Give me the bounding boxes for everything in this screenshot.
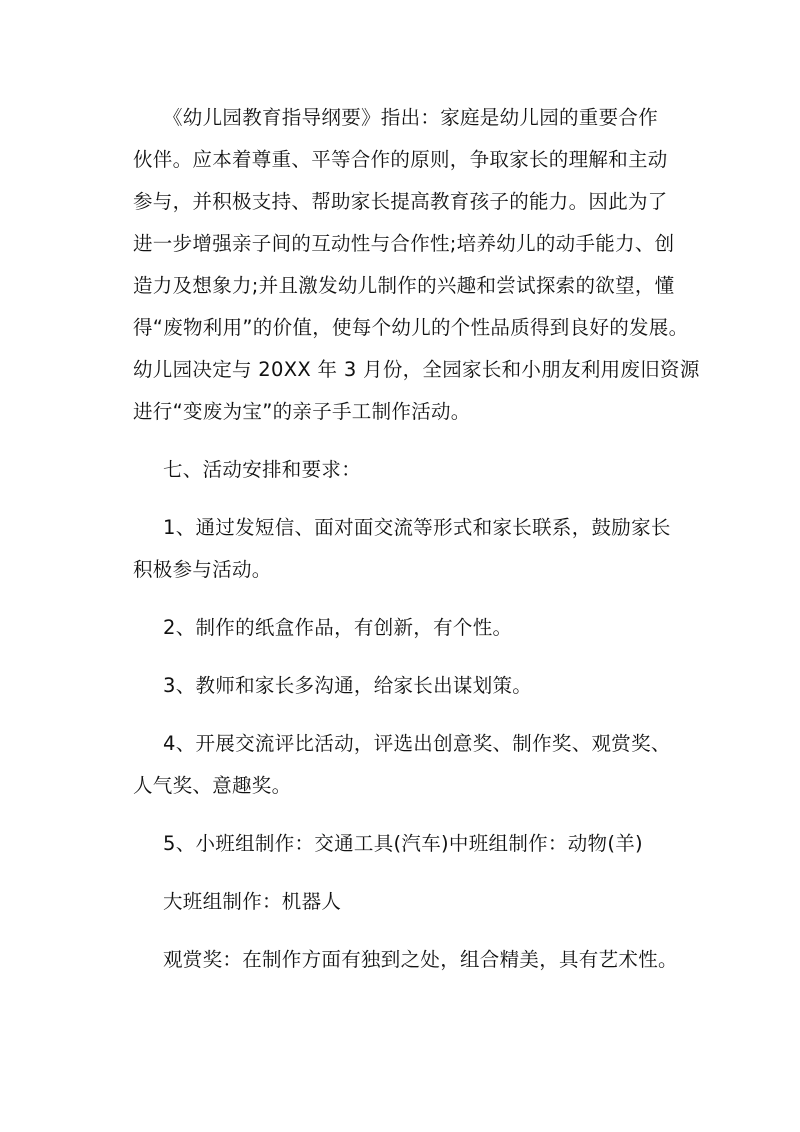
intro-line-3: 参与，并积极支持、帮助家长提高教育孩子的能力。因此为了: [133, 190, 668, 213]
intro-line-8: 进行“变废为宝”的亲子手工制作活动。: [133, 400, 471, 423]
viewing-award-line: 观赏奖：在制作方面有独到之处，组合精美，具有艺术性。: [163, 948, 678, 971]
intro-line-2: 伙伴。应本着尊重、平等合作的原则，争取家长的理解和主动: [133, 148, 668, 171]
intro-line-6: 得“废物利用”的价值，使每个幼儿的个性品质得到良好的发展。: [133, 316, 689, 339]
item-1-line-1: 1、通过发短信、面对面交流等形式和家长联系，鼓励家长: [163, 516, 671, 539]
intro-line-1: 《幼儿园教育指导纲要》指出：家庭是幼儿园的重要合作: [163, 106, 659, 129]
item-4-line-1: 4、开展交流评比活动，评选出创意奖、制作奖、观赏奖、: [163, 732, 671, 755]
intro-line-4: 进一步增强亲子间的互动性与合作性;培养幼儿的动手能力、创: [133, 232, 675, 255]
big-class-line: 大班组制作：机器人: [163, 890, 342, 913]
intro-line-7: 幼儿园决定与 20XX 年 3 月份，全园家长和小朋友利用废旧资源: [133, 358, 700, 381]
item-4-line-2: 人气奖、意趣奖。: [133, 774, 292, 797]
item-5: 5、小班组制作：交通工具(汽车)中班组制作：动物(羊): [163, 832, 643, 855]
item-2: 2、制作的纸盒作品，有创新，有个性。: [163, 616, 513, 639]
intro-line-5: 造力及想象力;并且激发幼儿制作的兴趣和尝试探索的欲望，懂: [133, 274, 675, 297]
section-7-heading: 七、活动安排和要求：: [163, 458, 362, 481]
item-1-line-2: 积极参与活动。: [133, 558, 272, 581]
item-3: 3、教师和家长多沟通，给家长出谋划策。: [163, 674, 533, 697]
